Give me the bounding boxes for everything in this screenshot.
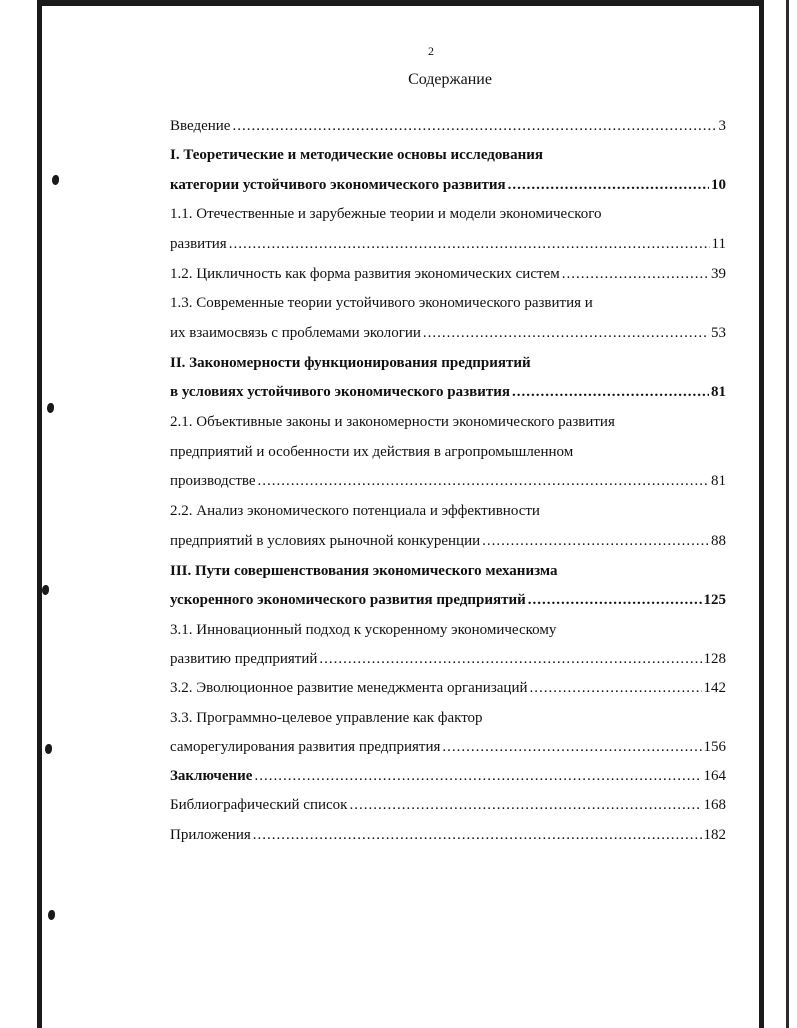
toc-leader-dots: [349, 794, 701, 816]
toc-entry-text: Приложения: [170, 827, 251, 843]
toc-entry[interactable]: [170, 411, 726, 433]
toc-entry[interactable]: [170, 736, 726, 758]
toc-entry-text: предприятий и особенности их действия в агропромышленном: [170, 444, 574, 460]
toc-entry[interactable]: [170, 619, 726, 641]
toc-entry[interactable]: [170, 707, 726, 729]
toc-leader-dots: [512, 381, 709, 403]
toc-entry-text: 2.2. Анализ экономического потенциала и эффективности: [170, 503, 540, 519]
toc-leader-dots: [254, 765, 701, 787]
toc-entry-text: их взаимосвязь с проблемами экологии: [170, 325, 421, 341]
toc-entry-page: 81: [711, 473, 726, 489]
toc-leader-dots: [530, 677, 702, 699]
toc-entry-text: производстве: [170, 473, 256, 489]
toc-leader-dots: [562, 263, 709, 285]
toc-leader-dots: [442, 736, 701, 758]
toc-leader-dots: [258, 470, 709, 492]
toc-leader-dots: [229, 233, 710, 255]
scan-border-top: [37, 0, 764, 6]
toc-leader-dots: [423, 322, 709, 344]
toc-entry[interactable]: [170, 174, 726, 196]
toc-entry[interactable]: [170, 381, 726, 403]
toc-entry-text: развития: [170, 236, 227, 252]
toc-entry-text: 3.2. Эволюционное развитие менеджмента организаций: [170, 680, 528, 696]
toc-entry[interactable]: [170, 765, 726, 787]
binder-hole-mark: [52, 175, 59, 185]
toc-leader-dots: [528, 589, 702, 611]
toc-entry[interactable]: [170, 560, 726, 582]
toc-entry-page: 182: [703, 827, 726, 843]
scan-border-right-outer: [786, 0, 789, 1028]
toc-entry[interactable]: [170, 794, 726, 816]
toc-leader-dots: [508, 174, 709, 196]
toc-entry[interactable]: [170, 203, 726, 225]
toc-entry-text: ускоренного экономического развития предприятий: [170, 592, 526, 608]
page-number: 2: [428, 44, 434, 58]
binder-hole-mark: [47, 403, 54, 413]
toc-entry-page: 10: [711, 177, 726, 193]
toc-entry-text: предприятий в условиях рыночной конкуренции: [170, 533, 481, 549]
toc-entry-page: 11: [711, 236, 726, 252]
toc-leader-dots: [253, 824, 702, 846]
toc-entry[interactable]: [170, 263, 726, 285]
toc-entry-text: в условиях устойчивого экономического развития: [170, 384, 510, 400]
toc-entry-text: 2.1. Объективные законы и закономерности экономического развития: [170, 414, 615, 430]
toc-leader-dots: [319, 648, 701, 670]
toc-entry[interactable]: [170, 115, 726, 137]
toc-entry-text: Библиографический список: [170, 797, 348, 813]
toc-entry[interactable]: [170, 589, 726, 611]
toc-entry[interactable]: [170, 500, 726, 522]
toc-entry-page: 39: [711, 266, 726, 282]
toc-entry-text: развитию предприятий: [170, 651, 318, 667]
toc-entry-page: 81: [711, 384, 726, 400]
toc-entry-text: III. Пути совершенствования экономического механизма: [170, 563, 558, 579]
toc-entry-page: 168: [703, 797, 726, 813]
toc-entry[interactable]: [170, 233, 726, 255]
toc-entry-page: 164: [703, 768, 726, 784]
toc-entry-page: 128: [703, 651, 726, 667]
toc-entry[interactable]: [170, 352, 726, 374]
toc-entry-page: 3: [718, 118, 726, 134]
page-title: Содержание: [408, 71, 492, 88]
toc-entry-page: 125: [703, 592, 726, 608]
toc-entry-text: категории устойчивого экономического развития: [170, 177, 506, 193]
toc-entry[interactable]: [170, 322, 726, 344]
toc-entry-text: саморегулирования развития предприятия: [170, 739, 441, 755]
toc-entry-text: 3.1. Инновационный подход к ускоренному экономическому: [170, 622, 557, 638]
toc-entry[interactable]: [170, 648, 726, 670]
toc-entry-text: II. Закономерности функционирования предприятий: [170, 355, 531, 371]
toc-entry[interactable]: [170, 292, 726, 314]
toc-entry-page: 53: [711, 325, 726, 341]
toc-entry-page: 156: [703, 739, 726, 755]
toc-entry-page: 142: [703, 680, 726, 696]
toc-entry[interactable]: [170, 144, 726, 166]
binder-hole-mark: [42, 585, 49, 595]
toc-leader-dots: [232, 115, 716, 137]
toc-entry-text: 1.1. Отечественные и зарубежные теории и модели экономического: [170, 206, 602, 222]
binder-hole-mark: [48, 910, 55, 920]
toc-entry-text: Введение: [170, 118, 231, 134]
toc-entry-page: 88: [711, 533, 726, 549]
toc-entry[interactable]: [170, 677, 726, 699]
toc-entry[interactable]: [170, 441, 726, 463]
binder-hole-mark: [45, 744, 52, 754]
toc-entry-text: 3.3. Программно-целевое управление как фактор: [170, 710, 483, 726]
toc-entry[interactable]: [170, 530, 726, 552]
toc-entry-text: Заключение: [170, 768, 253, 784]
toc-entry-text: 1.3. Современные теории устойчивого экономического развития и: [170, 295, 593, 311]
scan-border-left: [37, 0, 42, 1028]
toc-entry-text: 1.2. Цикличность как форма развития экономических систем: [170, 266, 560, 282]
toc-entry[interactable]: [170, 470, 726, 492]
scan-border-right: [759, 0, 764, 1028]
toc-leader-dots: [482, 530, 709, 552]
toc-entry-text: I. Теоретические и методические основы исследования: [170, 147, 544, 163]
toc-entry[interactable]: [170, 824, 726, 846]
